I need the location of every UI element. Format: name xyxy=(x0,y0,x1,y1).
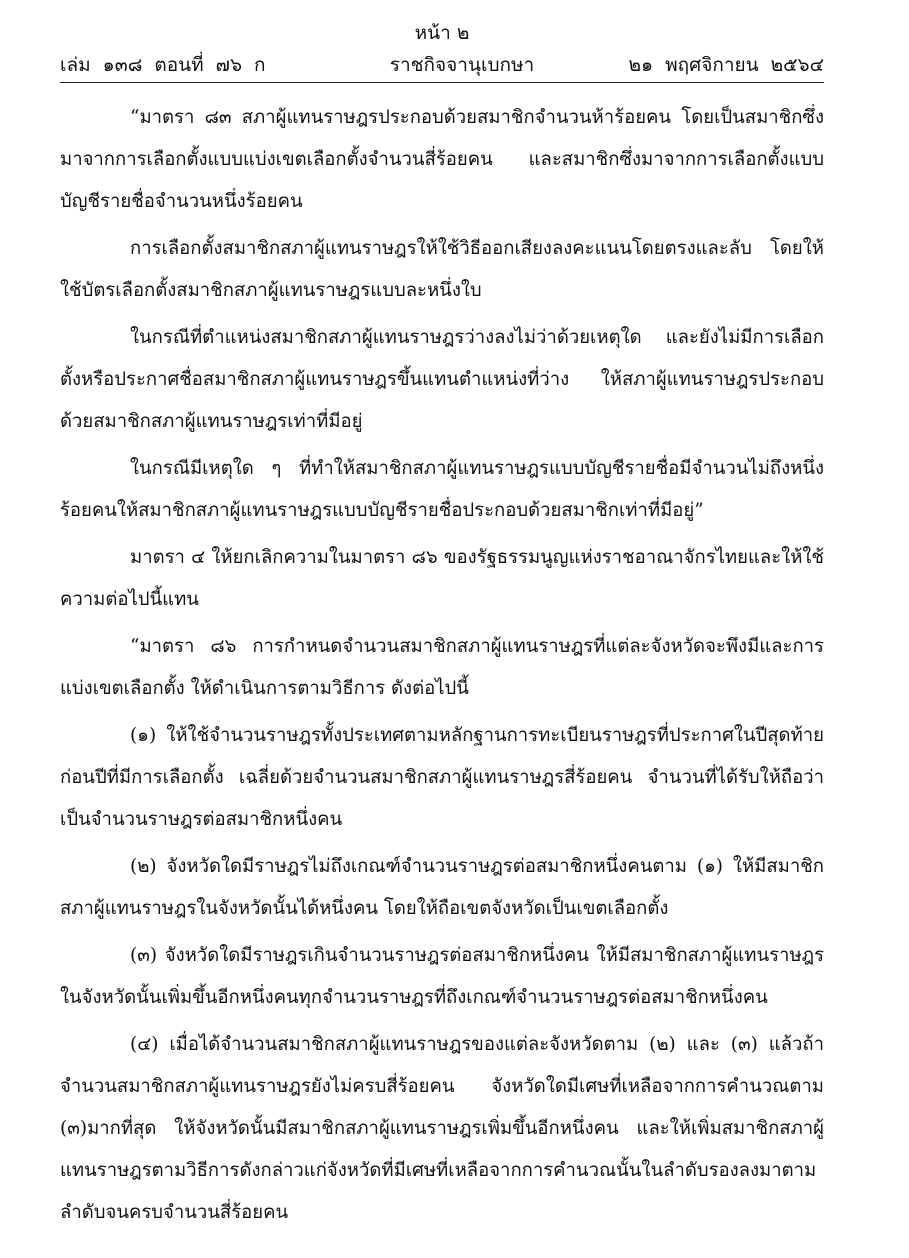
paragraph: “มาตรา ๘๓ สภาผู้แทนราษฎรประกอบด้วยสมาชิกจำนวนห้าร้อยคน โดยเป็นสมาชิกซึ่งมาจากการเลือกตั้งแบบแบ่งเขตเลือกตั้งจำนวนสี่ร้อยคน และสมาชิกซึ่งมาจากการเลือกตั้งแบบบัญชีรายชื่อจำนวนหนึ่งร้อยคน xyxy=(60,107,824,212)
paragraph: (๓) จังหวัดใดมีราษฎรเกินจำนวนราษฎรต่อสมาชิกหนึ่งคน ให้มีสมาชิกสภาผู้แทนราษฎรในจังหวัดนั้นเพิ่มขึ้นอีกหนึ่งคนทุกจำนวนราษฎรที่ถึงเกณฑ์จำนวนราษฎรต่อสมาชิกหนึ่งคน xyxy=(60,945,824,1008)
publication-name: ราชกิจจานุเบกษา xyxy=(389,54,535,76)
gazette-page xyxy=(60,18,824,1239)
publication-date xyxy=(617,48,824,82)
issue-number: ๗๖ xyxy=(215,54,243,76)
paragraph: มาตรา ๔ ให้ยกเลิกความในมาตรา ๘๖ ของรัฐธรรมนูญแห่งราชอาณาจักรไทยและให้ใช้ความต่อไปนี้แทน xyxy=(60,547,824,610)
date-day: ๒๑ xyxy=(628,54,654,76)
date-month: พฤศจิกายน xyxy=(665,54,759,76)
paragraph: (๔) เมื่อได้จำนวนสมาชิกสภาผู้แทนราษฎรของแต่ละจังหวัดตาม (๒) และ (๓) แล้วถ้าจำนวนสมาชิกสภาผู้แทนราษฎรยังไม่ครบสี่ร้อยคน จังหวัดใดมีเศษที่เหลือจากการคำนวณตาม (๓)มากที่สุด ให้จังหวัดนั้นมีสมาชิกสภาผู้แทนราษฎรเพิ่มขึ้นอีกหนึ่งคน และให้เพิ่มสมาชิกสภาผู้แทนราษฎรตามวิธีการดังกล่าวแก่จังหวัดที่มีเศษที่เหลือจากการคำนวณนั้นในลำดับรองลงมาตามลำดับจนครบจำนวนสี่ร้อยคน xyxy=(60,1034,824,1223)
paragraph: การเลือกตั้งสมาชิกสภาผู้แทนราษฎรให้ใช้วิธีออกเสียงลงคะแนนโดยตรงและลับ โดยให้ใช้บัตรเลือกตั้งสมาชิกสภาผู้แทนราษฎรแบบละหนึ่งใบ xyxy=(60,238,824,301)
gazette-header xyxy=(60,48,824,82)
header-divider xyxy=(60,82,824,83)
document-body xyxy=(60,97,824,1234)
section-letter: ก xyxy=(254,54,266,76)
paragraph: (๑) ให้ใช้จำนวนราษฎรทั้งประเทศตามหลักฐานการทะเบียนราษฎรที่ประกาศในปีสุดท้ายก่อนปีที่มีการเลือกตั้ง เฉลี่ยด้วยจำนวนสมาชิกสภาผู้แทนราษฎรสี่ร้อยคน จำนวนที่ได้รับให้ถือว่าเป็นจำนวนราษฎรต่อสมาชิกหนึ่งคน xyxy=(60,725,824,830)
volume-label: เล่ม xyxy=(60,54,91,76)
page-number: หน้า ๒ xyxy=(414,22,470,44)
date-year: ๒๕๖๔ xyxy=(770,54,824,76)
volume-number: ๑๓๘ xyxy=(102,54,143,76)
issue-label: ตอนที่ xyxy=(154,54,204,76)
paragraph: ในกรณีที่ตำแหน่งสมาชิกสภาผู้แทนราษฎรว่างลงไม่ว่าด้วยเหตุใด และยังไม่มีการเลือกตั้งหรือประกาศชื่อสมาชิกสภาผู้แทนราษฎรขึ้นแทนตำแหน่งที่ว่าง ให้สภาผู้แทนราษฎรประกอบด้วยสมาชิกสภาผู้แทนราษฎรเท่าที่มีอยู่ xyxy=(60,327,824,432)
paragraph: (๒) จังหวัดใดมีราษฎรไม่ถึงเกณฑ์จำนวนราษฎรต่อสมาชิกหนึ่งคนตาม (๑) ให้มีสมาชิกสภาผู้แทนราษฎรในจังหวัดนั้นได้หนึ่งคน โดยให้ถือเขตจังหวัดเป็นเขตเลือกตั้ง xyxy=(60,856,824,919)
paragraph: “มาตรา ๘๖ การกำหนดจำนวนสมาชิกสภาผู้แทนราษฎรที่แต่ละจังหวัดจะพึงมีและการแบ่งเขตเลือกตั้ง ให้ดำเนินการตามวิธีการ ดังต่อไปนี้ xyxy=(60,636,824,699)
paragraph: ในกรณีมีเหตุใด ๆ ที่ทำให้สมาชิกสภาผู้แทนราษฎรแบบบัญชีรายชื่อมีจำนวนไม่ถึงหนึ่งร้อยคนให้สมาชิกสภาผู้แทนราษฎรแบบบัญชีรายชื่อประกอบด้วยสมาชิกเท่าที่มีอยู่” xyxy=(60,458,824,521)
